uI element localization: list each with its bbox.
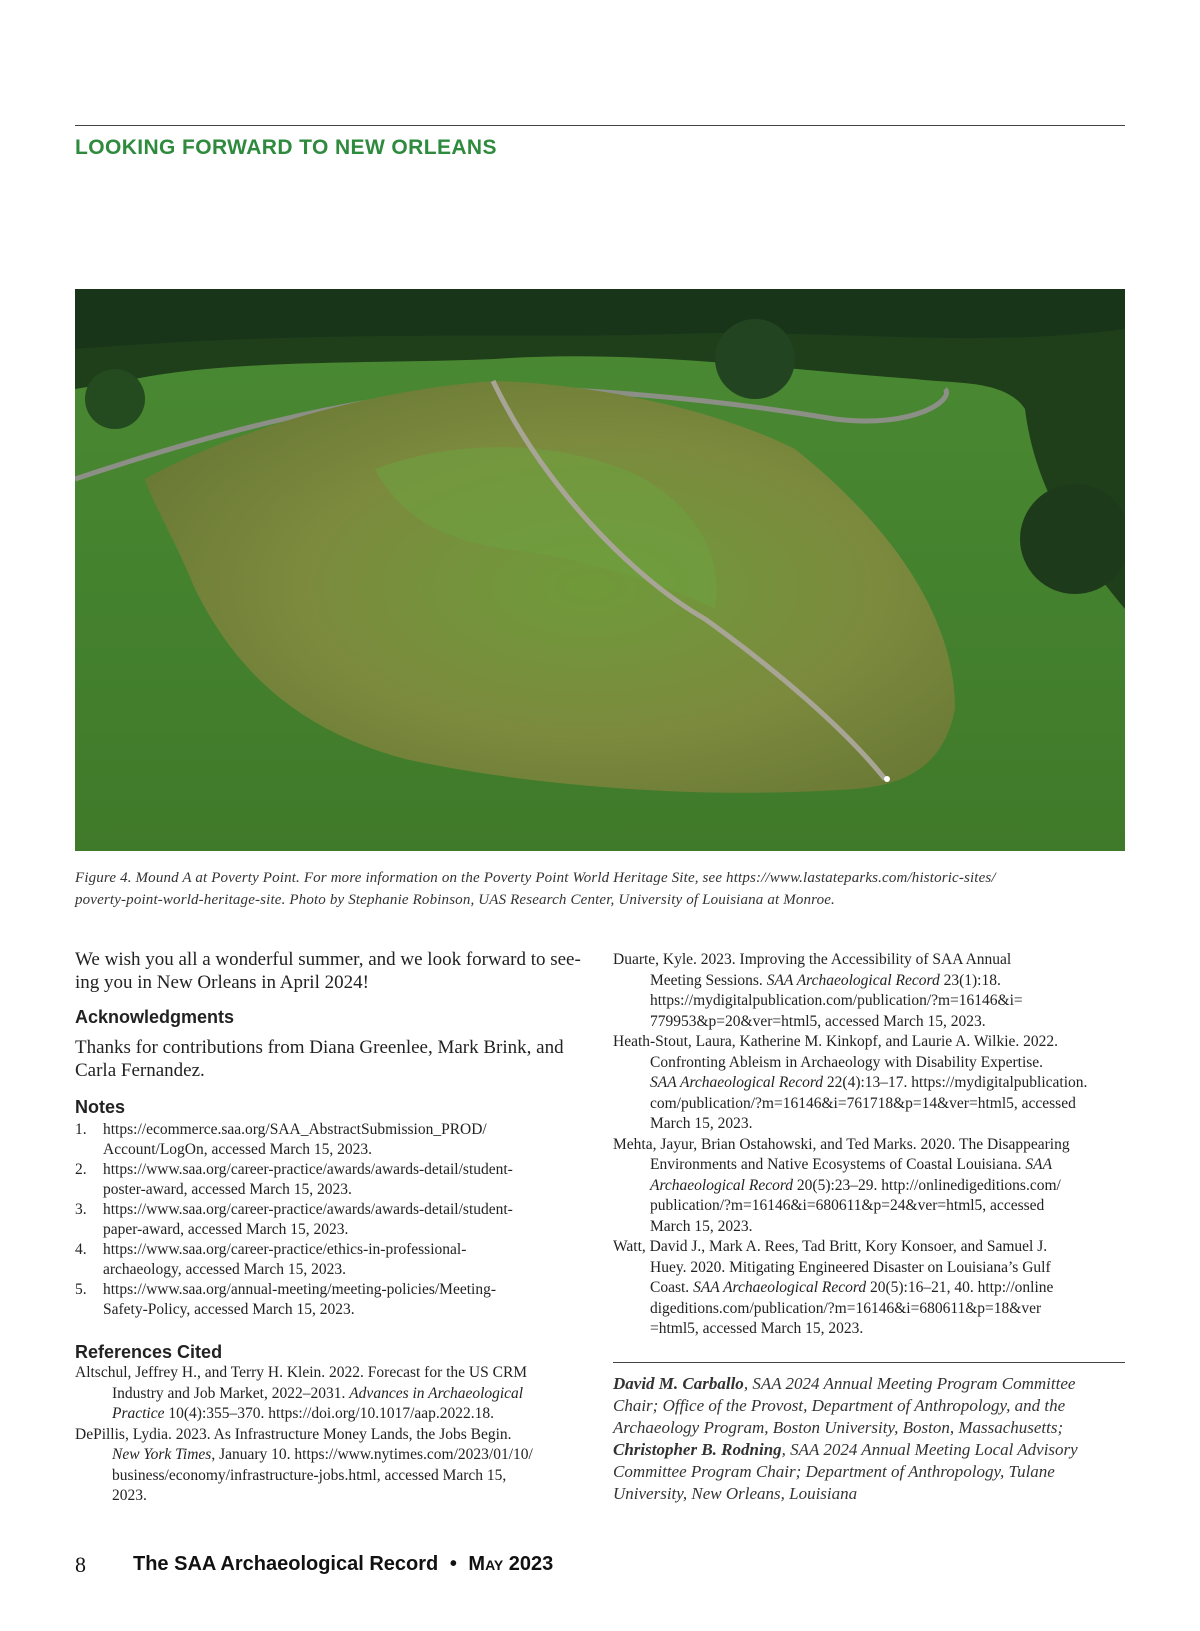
reference-entry [613,1032,1125,1135]
reference-text: Meeting Sessions. [650,971,767,989]
note-number: 1. [75,1121,87,1138]
note-number: 5. [75,1281,87,1298]
issue-month: May [468,1553,504,1575]
reference-line: Watt, David J., Mark A. Rees, Tad Britt, Kory Konsoer, and Samuel J. [613,1238,1048,1255]
reference-journal: Practice [112,1405,165,1422]
author-line [613,1439,1125,1461]
reference-text: Environments and Native Ecosystems of Coastal Louisiana. [650,1156,1026,1173]
notes-heading: Notes [75,1097,126,1117]
reference-link[interactable]: , January 10. https://www.nytimes.com/2023/01/10/ [211,1446,533,1463]
note-text: Account/LogOn, accessed March 15, 2023. [103,1141,373,1158]
note-link[interactable]: https://www.saa.org/annual-meeting/meeting-policies/Meeting- [103,1281,497,1298]
tree-cluster-left [85,369,145,429]
reference-entry [613,1135,1125,1238]
note-number: 2. [75,1161,87,1178]
tree-cluster-right [1020,484,1125,594]
reference-line [75,1445,587,1466]
note-item [75,1200,587,1240]
reference-line[interactable]: https://mydigitalpublication.com/publication/?m=16146&i= [650,992,1023,1009]
reference-journal: SAA Archaeological Record [766,971,940,989]
reference-line [613,971,1125,992]
person-figure [884,776,890,782]
reference-line: 2023. [112,1487,147,1504]
reference-link[interactable]: 22(4):13–17. https://mydigitalpublication. [823,1074,1088,1091]
reference-line: =html5, accessed March 15, 2023. [650,1320,864,1337]
reference-line: Altschul, Jeffrey H., and Terry H. Klein. 2022. Forecast for the US CRM [75,1364,528,1381]
issue-year: 2023 [508,1553,554,1575]
author-line: Committee Program Chair; Department of Anthropology, Tulane [613,1461,1055,1481]
reference-text: 23(1):18. [939,971,1001,989]
reference-line: Mehta, Jayur, Brian Ostahowski, and Ted Marks. 2020. The Disappearing [613,1135,1070,1153]
reference-line[interactable]: publication/?m=16146&i=680611&p=24&ver=html5, accessed [650,1197,1045,1214]
reference-line[interactable]: com/publication/?m=16146&i=761718&p=14&ver=html5, accessed [650,1094,1076,1112]
top-rule [75,125,1125,126]
author-affiliations [613,1373,1125,1505]
reference-line[interactable]: digeditions.com/publication/?m=16146&i=680611&p=18&ver [650,1299,1042,1317]
author-name: David M. Carballo [613,1373,744,1393]
figure-caption [75,867,1135,911]
author-role: , SAA 2024 Annual Meeting Program Committee [743,1373,1076,1393]
notes-list [75,1120,587,1320]
author-rule [613,1362,1125,1363]
text-line: ing you in New Orleans in April 2024! [75,972,369,993]
reference-link[interactable]: 20(5):23–29. http://onlinedigeditions.com/ [793,1176,1061,1194]
reference-journal: SAA Archaeological Record [650,1074,824,1091]
reference-line[interactable]: business/economy/infrastructure-jobs.html, accessed March 15, [112,1466,507,1484]
note-item [75,1160,587,1200]
note-link[interactable]: https://www.saa.org/career-practice/awards/awards-detail/student- [103,1201,513,1218]
left-column [75,948,587,1507]
publication-title: The SAA Archaeological Record [133,1553,439,1575]
reference-line: Huey. 2020. Mitigating Engineered Disaster on Louisiana’s Gulf [650,1258,1051,1276]
references-heading: References Cited [75,1342,223,1362]
reference-journal: Advances in Archaeological [349,1384,524,1402]
note-text: Safety-Policy, accessed March 15, 2023. [103,1301,355,1318]
reference-line [613,1278,1125,1299]
note-item [75,1240,587,1280]
note-text: archaeology, accessed March 15, 2023. [103,1261,347,1278]
reference-line [75,1404,587,1425]
closing-paragraph [75,948,587,994]
reference-entry [75,1363,587,1425]
note-item [75,1280,587,1320]
reference-journal: New York Times [112,1446,212,1463]
reference-journal: SAA Archaeological Record [693,1279,867,1296]
publication-info [133,1553,553,1576]
section-title: LOOKING FORWARD TO NEW ORLEANS [75,136,497,159]
reference-link[interactable]: 20(5):16–21, 40. http://online [866,1279,1054,1296]
author-line: University, New Orleans, Louisiana [613,1483,858,1503]
reference-line: DePillis, Lydia. 2023. As Infrastructure Money Lands, the Jobs Begin. [75,1425,512,1443]
reference-text: Industry and Job Market, 2022–2031. [112,1384,350,1402]
reference-line: March 15, 2023. [650,1115,753,1132]
note-item [75,1120,587,1160]
caption-line: poverty-point-world-heritage-site. Photo by Stephanie Robinson, UAS Research Center, University of Louisiana at Monroe. [75,892,835,908]
author-line: Chair; Office of the Provost, Department of Anthropology, and the [613,1395,1066,1415]
reference-line [613,1176,1125,1197]
reference-doi[interactable]: 10(4):355–370. https://doi.org/10.1017/aap.2022.18. [164,1405,495,1422]
acknowledgments-heading: Acknowledgments [75,1007,235,1027]
note-number: 4. [75,1241,87,1258]
author-line [613,1373,1125,1395]
page-footer [75,1552,554,1578]
reference-line: March 15, 2023. [650,1217,753,1235]
note-link[interactable]: https://ecommerce.saa.org/SAA_AbstractSubmission_PROD/ [103,1121,487,1138]
reference-line: 779953&p=20&ver=html5, accessed March 15, 2023. [650,1012,986,1030]
reference-entry [613,1237,1125,1340]
figure-photo-mound-a [75,289,1125,851]
reference-line: Confronting Ableism in Archaeology with Disability Expertise. [650,1053,1044,1071]
note-link[interactable]: https://www.saa.org/career-practice/ethics-in-professional- [103,1241,467,1258]
author-role: , SAA 2024 Annual Meeting Local Advisory [781,1439,1078,1459]
reference-journal: SAA [1025,1156,1053,1173]
page-number: 8 [75,1552,86,1577]
aerial-photo-illustration [75,289,1125,851]
reference-line [75,1384,587,1405]
reference-entry [613,950,1125,1032]
reference-line [613,1155,1125,1176]
author-name: Christopher B. Rodning [613,1439,782,1459]
reference-line: Heath-Stout, Laura, Katherine M. Kinkopf, and Laurie A. Wilkie. 2022. [613,1033,1059,1050]
note-text: paper-award, accessed March 15, 2023. [103,1221,349,1238]
text-line: Carla Fernandez. [75,1060,205,1081]
note-number: 3. [75,1201,87,1218]
reference-text: Coast. [650,1279,694,1296]
note-link[interactable]: https://www.saa.org/career-practice/awards/awards-detail/student- [103,1161,513,1178]
reference-journal: Archaeological Record [650,1176,794,1194]
reference-line [613,1073,1125,1094]
reference-line: Duarte, Kyle. 2023. Improving the Accessibility of SAA Annual [613,951,1012,968]
text-line: Thanks for contributions from Diana Greenlee, Mark Brink, and [75,1037,564,1058]
note-text: poster-award, accessed March 15, 2023. [103,1181,352,1198]
bullet-separator: • [449,1553,457,1575]
right-column [613,950,1125,1505]
author-line: Archaeology Program, Boston University, Boston, Massachusetts; [613,1417,1064,1437]
caption-line: Figure 4. Mound A at Poverty Point. For more information on the Poverty Point World Heritage Site, see https://www.lastateparks.com/historic-sites/ [75,870,996,886]
tree-cluster-center [715,319,795,399]
text-line: We wish you all a wonderful summer, and we look forward to see- [75,949,581,970]
reference-entry [75,1425,587,1507]
acknowledgments-text [75,1036,587,1082]
